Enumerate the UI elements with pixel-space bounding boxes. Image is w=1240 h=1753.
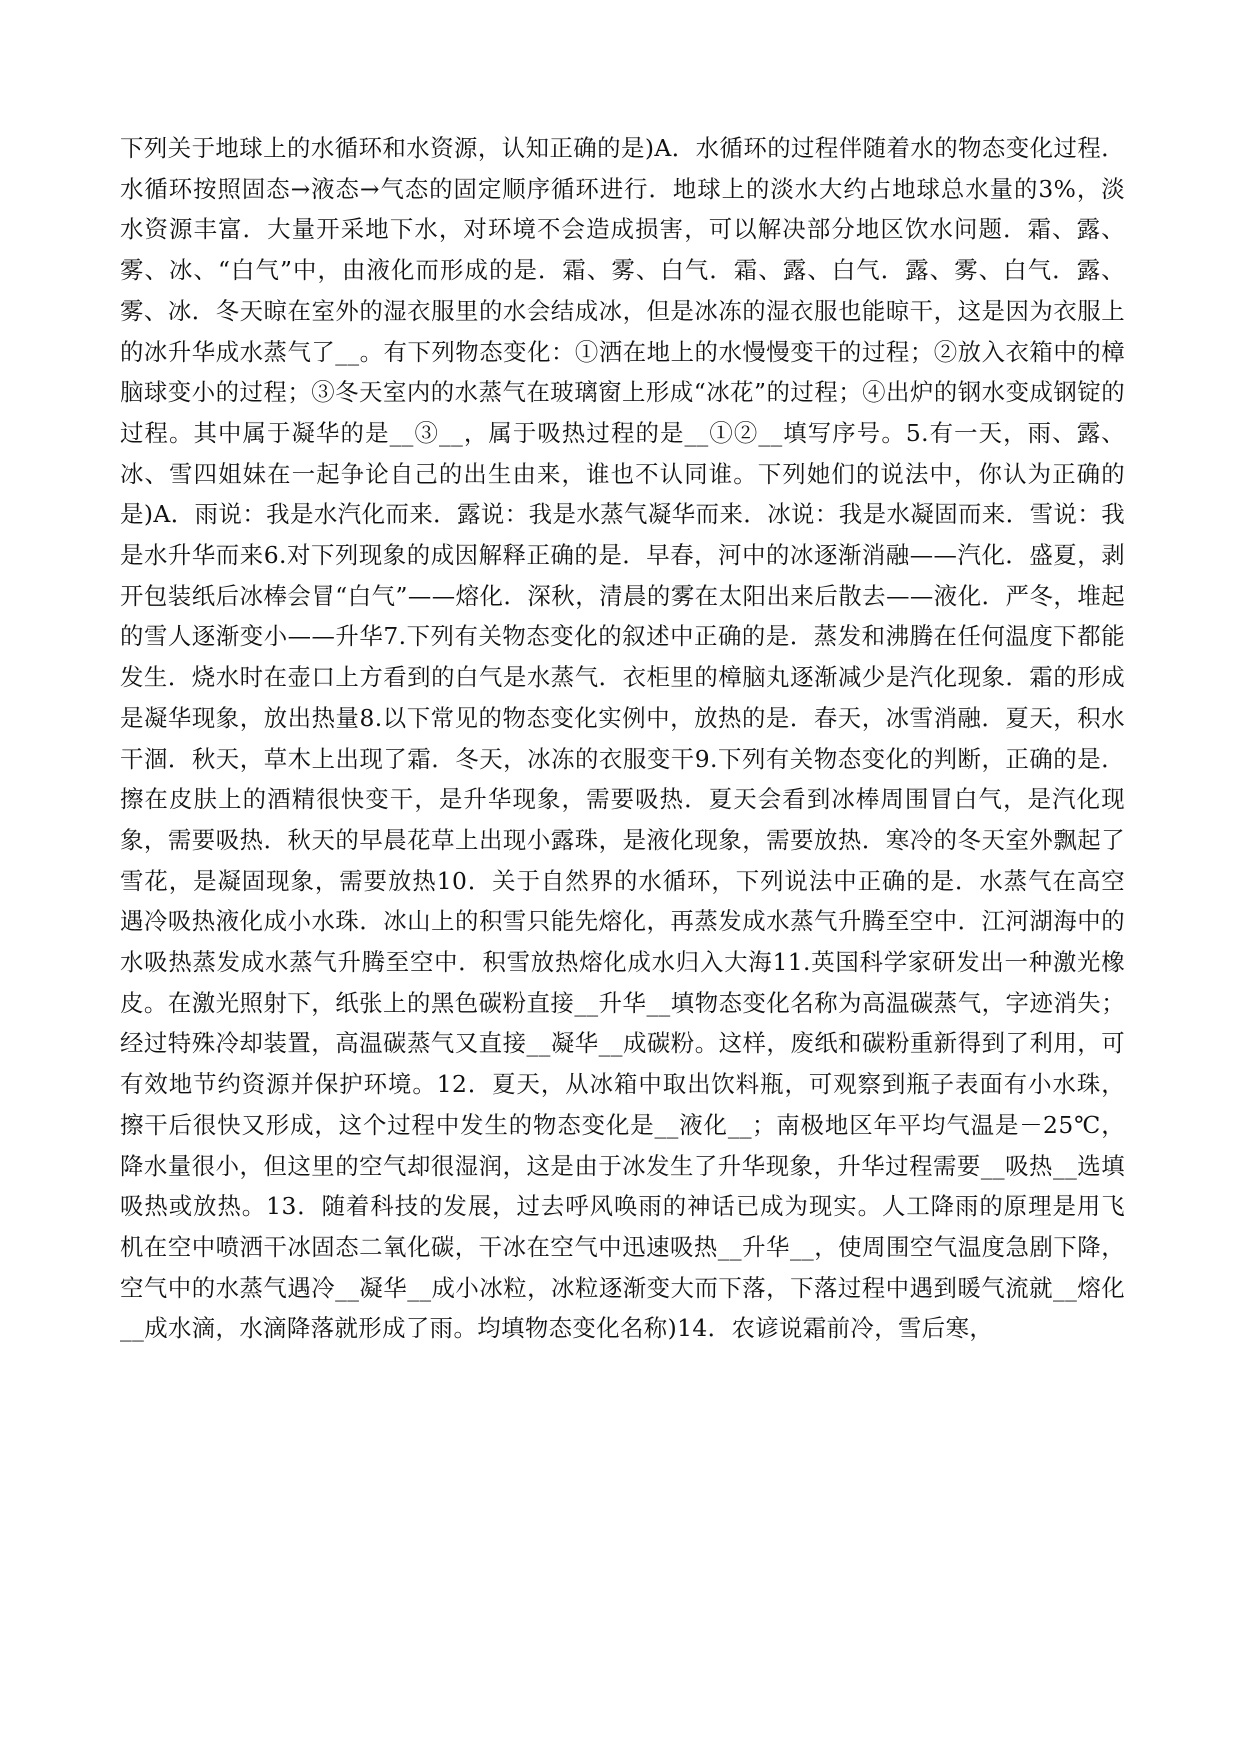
body-paragraph: 下列关于地球上的水循环和水资源，认知正确的是)A．水循环的过程伴随着水的物态变化过程．水循环按照固态→液态→气态的固定顺序循环进行．地球上的淡水大约占地球总水量的3%，淡水资源丰富．大量开采地下水，对环境不会造成损害，可以解决部分地区饮水问题．霜、露、雾、冰、“白气”中，由液化而形成的是．霜、雾、白气．霜、露、白气．露、雾、白气．露、雾、冰．冬天晾在室外的湿衣服里的水会结成冰，但是冰冻的湿衣服也能晾干，这是因为衣服上的冰升华成水蒸气了__。有下列物态变化：①洒在地上的水慢慢变干的过程；②放入衣箱中的樟脑球变小的过程；③冬天室内的水蒸气在玻璃窗上形成“冰花”的过程；④出炉的钢水变成钢锭的过程。其中属于凝华的是__③__，属于吸热过程的是__①②__填写序号。5.有一天，雨、露、冰、雪四姐妹在一起争论自己的出生由来，谁也不认同谁。下列她们的说法中，你认为正确的是)A．雨说：我是水汽化而来．露说：我是水蒸气凝华而来．冰说：我是水凝固而来．雪说：我是水升华而来6.对下列现象的成因解释正确的是．早春，河中的冰逐渐消融——汽化．盛夏，剥开包装纸后冰棒会冒“白气”——熔化．深秋，清晨的雾在太阳出来后散去——液化．严冬，堆起的雪人逐渐变小——升华7.下列有关物态变化的叙述中正确的是．蒸发和沸腾在任何温度下都能发生．烧水时在壶口上方看到的白气是水蒸气．衣柜里的樟脑丸逐渐减少是汽化现象．霜的形成是凝华现象，放出热量8.以下常见的物态变化实例中，放热的是．春天，冰雪消融．夏天，积水干涸．秋天，草木上出现了霜．冬天，冰冻的衣服变干9.下列有关物态变化的判断，正确的是．擦在皮肤上的酒精很快变干，是升华现象，需要吸热．夏天会看到冰棒周围冒白气，是汽化现象，需要吸热．秋天的早晨花草上出现小露珠，是液化现象，需要放热．寒冷的冬天室外飘起了雪花，是凝固现象，需要放热10．关于自然界的水循环，下列说法中正确的是．水蒸气在高空遇冷吸热液化成小水珠．冰山上的积雪只能先熔化，再蒸发成水蒸气升腾至空中．江河湖海中的水吸热蒸发成水蒸气升腾至空中．积雪放热熔化成水归入大海11.英国科学家研发出一种激光橡皮。在激光照射下，纸张上的黑色碳粉直接__升华__填物态变化名称为高温碳蒸气，字迹消失；经过特殊冷却装置，高温碳蒸气又直接__凝华__成碳粉。这样，废纸和碳粉重新得到了利用，可有效地节约资源并保护环境。12．夏天，从冰箱中取出饮料瓶，可观察到瓶子表面有小水珠，擦干后很快又形成，这个过程中发生的物态变化是__液化__；南极地区年平均气温是－25℃，降水量很小，但这里的空气却很湿润，这是由于冰发生了升华现象，升华过程需要__吸热__选填吸热或放热。13．随着科技的发展，过去呼风唤雨的神话已成为现实。人工降雨的原理是用飞机在空中喷洒干冰固态二氧化碳，干冰在空气中迅速吸热__升华__，使周围空气温度急剧下降，空气中的水蒸气遇冷__凝华__成小冰粒，冰粒逐渐变大而下落，下落过程中遇到暖气流就__熔化__成水滴，水滴降落就形成了雨。均填物态变化名称)14．农谚说霜前冷，雪后寒， bbox=[120, 134, 1125, 1343]
